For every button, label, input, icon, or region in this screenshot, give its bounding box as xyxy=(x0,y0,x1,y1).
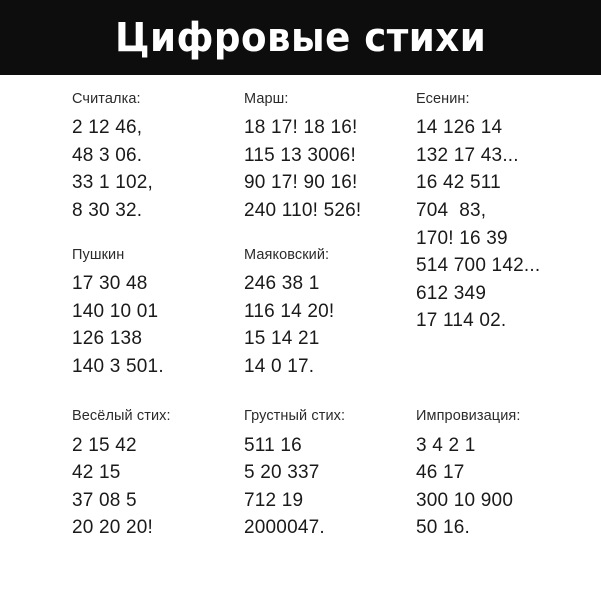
poem-line: 126 138 xyxy=(72,328,143,350)
poem-line: 140 3 501. xyxy=(72,355,164,377)
poem-line: 90 17! 90 16! xyxy=(244,172,358,194)
poem-line: 8 30 32. xyxy=(72,200,143,222)
poem-line: 20 20 20! xyxy=(72,517,154,539)
poem-line: 2 15 42 xyxy=(72,434,137,456)
poem-block-improvizatsiya xyxy=(416,408,596,542)
poem-block-veselyi xyxy=(72,408,244,542)
poem-line: 48 3 06. xyxy=(72,144,143,166)
poem-line: 115 13 3006! xyxy=(244,144,356,166)
poem-line: 18 17! 18 16! xyxy=(244,117,358,139)
title-bar xyxy=(0,0,601,75)
block-heading: Импровизация: xyxy=(416,408,521,425)
poster-content xyxy=(0,75,601,600)
poem-line: 17 114 02. xyxy=(416,310,507,332)
poem-line: 14 0 17. xyxy=(244,355,315,377)
lower-columns xyxy=(0,408,601,564)
poem-line: 5 20 337 xyxy=(244,462,320,484)
column-2 xyxy=(244,91,416,402)
poem-line: 300 10 900 xyxy=(416,489,514,511)
poem-line: 3 4 2 1 xyxy=(416,434,476,456)
block-heading: Маяковский: xyxy=(244,246,330,263)
poem-line: 704 83, xyxy=(416,200,487,222)
column-4 xyxy=(72,408,244,564)
column-1 xyxy=(72,91,244,402)
column-3 xyxy=(416,91,596,402)
poem-line: 246 38 1 xyxy=(244,272,320,294)
poem-block-mayakovsky xyxy=(244,247,416,381)
poem-block-grustnyi xyxy=(244,408,416,542)
column-5 xyxy=(244,408,416,564)
block-heading: Есенин: xyxy=(416,91,470,107)
block-heading: Пушкин xyxy=(72,246,125,263)
poem-line: 14 126 14 xyxy=(416,117,503,139)
block-heading: Марш: xyxy=(244,91,289,107)
poem-line: 514 700 142... xyxy=(416,255,541,277)
poem-line: 116 14 20! xyxy=(244,300,335,322)
poem-line: 46 17 xyxy=(416,462,465,484)
poem-line: 50 16. xyxy=(416,517,471,539)
poem-line: 42 15 xyxy=(72,462,121,484)
poem-line: 511 16 xyxy=(244,434,302,456)
poem-line: 140 10 01 xyxy=(72,300,159,322)
poem-line: 37 08 5 xyxy=(72,489,137,511)
poem-line: 17 30 48 xyxy=(72,272,148,294)
page-title: Цифровые стихи xyxy=(114,14,487,61)
poem-line: 132 17 43... xyxy=(416,144,519,166)
block-heading: Считалка: xyxy=(72,91,141,107)
poem-line: 612 349 xyxy=(416,282,487,304)
poem-line: 16 42 511 xyxy=(416,172,501,194)
block-heading: Весёлый стих: xyxy=(72,408,171,425)
poem-line: 15 14 21 xyxy=(244,328,320,350)
poem-line: 2 12 46, xyxy=(72,117,143,139)
poem-block-esenin xyxy=(416,91,596,335)
block-heading: Грустный стих: xyxy=(244,408,346,425)
column-6 xyxy=(416,408,596,564)
poem-line: 170! 16 39 xyxy=(416,227,508,249)
upper-columns xyxy=(0,75,601,402)
poem-line: 712 19 xyxy=(244,489,304,511)
poem-block-marsh xyxy=(244,91,416,225)
poem-line: 240 110! 526! xyxy=(244,200,362,222)
poem-block-schitalka xyxy=(72,91,244,225)
poem-line: 33 1 102, xyxy=(72,172,154,194)
poem-block-pushkin xyxy=(72,247,244,381)
poem-line: 2000047. xyxy=(244,517,325,539)
